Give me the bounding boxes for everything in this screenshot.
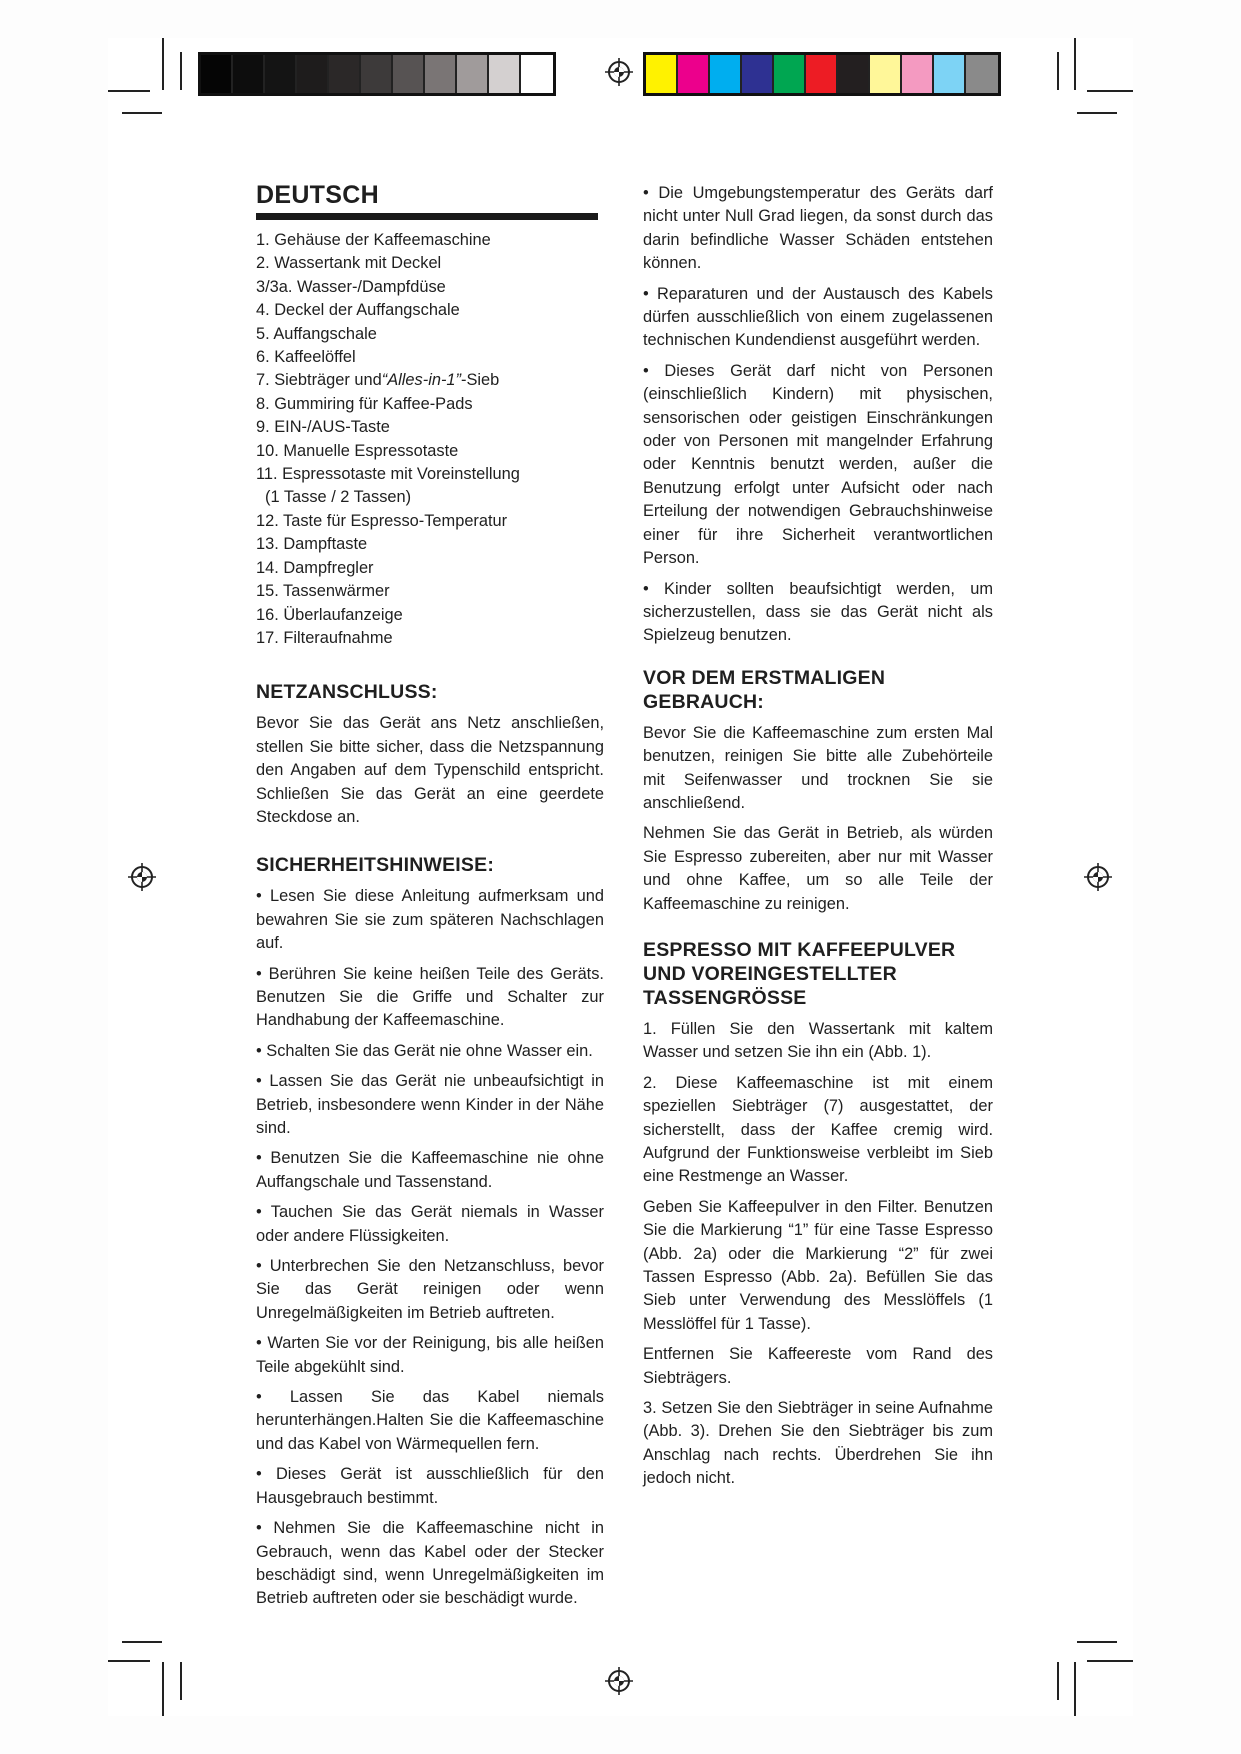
safety-item: • Dieses Gerät darf nicht von Personen (einschließlich Kindern) mit physischen, sensorischen oder geistigen Einschränkungen oder von Personen mit mangelnder Erfahrung oder Kenntnis benutzt werden, außer die Benutzung erfolgt unter Aufsicht oder nach Erteilung der notwendigen Gebrauchshinweise einer für ihre Sicherheit verantwortlichen Person. (643, 361, 993, 568)
part-item: (1 Tasse / 2 Tassen) (265, 488, 412, 507)
part-item-suffix: -Sieb (460, 371, 500, 390)
safety-item: • Lassen Sie das Kabel niemals herunterhängen.Halten Sie die Kaffeemaschine und das Kabel von Wärmequellen fern. (256, 1388, 604, 1453)
language-title: DEUTSCH (256, 181, 379, 209)
part-item: 13. Dampftaste (256, 535, 368, 554)
crop-mark (1077, 112, 1117, 114)
section-heading-sicherheitshinweise: SICHERHEITSHINWEISE: (256, 854, 495, 877)
crop-mark (180, 1662, 182, 1700)
section-heading-espresso: ESPRESSO MIT KAFFEEPULVER UND VOREINGESTELLTER TASSENGRÖSSE (643, 938, 956, 1009)
step-paragraph: 1. Füllen Sie den Wassertank mit kaltem Wasser und setzen Sie ihn ein (Abb. 1). (643, 1019, 993, 1062)
safety-item: • Reparaturen und der Austausch des Kabels dürfen ausschließlich von einem zugelassenen technischen Kundendienst ausgeführt werden. (643, 284, 993, 350)
right-column (643, 182, 993, 1498)
grayscale-calibration-bar (198, 52, 556, 96)
safety-item: • Nehmen Sie die Kaffeemaschine nicht in Gebrauch, wenn das Kabel oder der Stecker beschädigt sind, wenn Unregelmäßigkeiten im Betrieb auftreten oder sie beschädigt wurde. (256, 1519, 604, 1608)
part-item: 1. Gehäuse der Kaffeemaschine (256, 231, 491, 249)
paragraph: Bevor Sie die Kaffeemaschine zum ersten Mal benutzen, reinigen Sie bitte alle Zubehörteile mit Seifenwasser und trocknen Sie sie anschließend. (643, 723, 993, 812)
color-swatch (457, 55, 489, 93)
parts-list (256, 229, 604, 650)
part-item: 8. Gummiring für Kaffee-Pads (256, 394, 473, 413)
crop-mark (122, 112, 162, 114)
crop-mark (122, 1641, 162, 1643)
crop-mark (162, 1662, 164, 1716)
part-item (256, 369, 604, 392)
part-item: 10. Manuelle Espressotaste (256, 441, 459, 460)
crop-mark (108, 1660, 150, 1662)
step-paragraph: Geben Sie Kaffeepulver in den Filter. Benutzen Sie die Markierung “1” für eine Tasse Espresso (Abb. 2a) oder die Markierung “2” für zwei Tassen Espresso (Abb. 2a). Befüllen Sie das Sieb unter Verwendung des Messlöffels (1 Messlöffel für 1 Tasse). (643, 1197, 993, 1333)
safety-item: • Lesen Sie diese Anleitung aufmerksam und bewahren Sie sie zum späteren Nachschlagen auf. (256, 887, 604, 953)
color-swatch (838, 55, 870, 93)
part-item-text: 7. Siebträger und (256, 371, 382, 390)
color-swatch (646, 55, 678, 93)
part-item: 17. Filteraufnahme (256, 628, 393, 647)
safety-item: • Unterbrechen Sie den Netzanschluss, bevor Sie das Gerät reinigen oder wenn Unregelmäßigkeiten im Betrieb auftreten. (256, 1257, 604, 1322)
paragraph: Bevor Sie das Gerät ans Netz anschließen, stellen Sie bitte sicher, dass die Netzspannung den Angaben auf dem Typenschild entspricht. Schließen Sie das Gerät an eine geerdete Steckdose an. (256, 714, 604, 826)
color-swatch (902, 55, 934, 93)
crop-mark (162, 38, 164, 90)
color-swatch (393, 55, 425, 93)
part-item: 2. Wassertank mit Deckel (256, 254, 442, 273)
paragraph: Nehmen Sie das Gerät in Betrieb, als würden Sie Espresso zubereiten, aber nur mit Wasser und ohne Kaffee, um so alle Teile der Kaffeemaschine zu reinigen. (643, 824, 993, 913)
color-swatch (774, 55, 806, 93)
safety-item: • Lassen Sie das Gerät nie unbeaufsichtigt in Betrieb, insbesondere wenn Kinder in der Nähe sind. (256, 1072, 604, 1137)
crosshair-circle-icon (604, 57, 634, 87)
safety-item: • Kinder sollten beaufsichtigt werden, um sicherzustellen, dass sie das Gerät nicht als Spielzeug benutzen. (643, 579, 993, 645)
color-swatch (297, 55, 329, 93)
color-swatch (329, 55, 361, 93)
part-item: 12. Taste für Espresso-Temperatur (256, 511, 508, 530)
crop-mark (1087, 90, 1133, 92)
part-item: 15. Tassenwärmer (256, 582, 390, 601)
color-swatch (934, 55, 966, 93)
safety-item: • Dieses Gerät ist ausschließlich für den Hausgebrauch bestimmt. (256, 1465, 604, 1507)
crosshair-circle-icon (127, 862, 157, 892)
color-swatch (710, 55, 742, 93)
safety-item: • Schalten Sie das Gerät nie ohne Wasser ein. (256, 1041, 593, 1060)
crop-mark (1087, 1660, 1133, 1662)
safety-item: • Benutzen Sie die Kaffeemaschine nie ohne Auffangschale und Tassenstand. (256, 1149, 604, 1191)
step-paragraph: 2. Diese Kaffeemaschine ist mit einem speziellen Siebträger (7) ausgestattet, der sicherstellt, dass der Kaffee cremig wird. Aufgrund der Funktionsweise verbleibt im Sieb eine Restmenge an Wasser. (643, 1073, 993, 1186)
color-swatch (425, 55, 457, 93)
color-swatch (521, 55, 553, 93)
crosshair-circle-icon (604, 1666, 634, 1696)
part-item: 16. Überlaufanzeige (256, 605, 403, 624)
section-heading-netzanschluss: NETZANSCHLUSS: (256, 681, 438, 704)
crop-mark (1057, 52, 1059, 90)
part-item-italic: “Alles-in-1” (381, 371, 461, 390)
safety-item: • Tauchen Sie das Gerät niemals in Wasser oder andere Flüssigkeiten. (256, 1203, 604, 1245)
color-swatch (678, 55, 710, 93)
crop-mark (1074, 1662, 1076, 1716)
crop-mark (1057, 1662, 1059, 1700)
color-swatch (233, 55, 265, 93)
part-item: 3/3a. Wasser-/Dampfdüse (256, 277, 446, 296)
left-column (256, 180, 604, 1618)
color-swatch (966, 55, 998, 93)
color-swatch (201, 55, 233, 93)
title-underline (256, 213, 598, 220)
crop-mark (180, 52, 182, 90)
safety-item: • Warten Sie vor der Reinigung, bis alle heißen Teile abgekühlt sind. (256, 1334, 604, 1376)
color-swatch (265, 55, 297, 93)
part-item: 5. Auffangschale (256, 324, 377, 343)
crop-mark (1077, 1641, 1117, 1643)
step-paragraph: 3. Setzen Sie den Siebträger in seine Aufnahme (Abb. 3). Drehen Sie den Siebträger bis zum Anschlag nach rechts. Überdrehen Sie ihn jedoch nicht. (643, 1399, 993, 1488)
safety-item: • Die Umgebungstemperatur des Geräts darf nicht unter Null Grad liegen, da sonst durch das darin befindliche Wasser Schäden entstehen können. (643, 184, 993, 273)
color-calibration-bar (643, 52, 1001, 96)
part-item: 9. EIN-/AUS-Taste (256, 418, 390, 437)
color-swatch (806, 55, 838, 93)
section-heading-erstmaliger-gebrauch: VOR DEM ERSTMALIGEN GEBRAUCH: (643, 666, 886, 713)
color-swatch (742, 55, 774, 93)
crosshair-circle-icon (1083, 862, 1113, 892)
color-swatch (489, 55, 521, 93)
crop-mark (1074, 38, 1076, 90)
step-paragraph: Entfernen Sie Kaffeereste vom Rand des Siebträgers. (643, 1345, 993, 1387)
crop-mark (108, 90, 150, 92)
color-swatch (870, 55, 902, 93)
part-item: 6. Kaffeelöffel (256, 348, 356, 367)
safety-item: • Berühren Sie keine heißen Teile des Geräts. Benutzen Sie die Griffe und Schalter zur Handhabung der Kaffeemaschine. (256, 964, 604, 1030)
color-swatch (361, 55, 393, 93)
part-item: 4. Deckel der Auffangschale (256, 301, 460, 320)
part-item: 11. Espressotaste mit Voreinstellung (256, 465, 520, 484)
part-item: 14. Dampfregler (256, 558, 374, 577)
